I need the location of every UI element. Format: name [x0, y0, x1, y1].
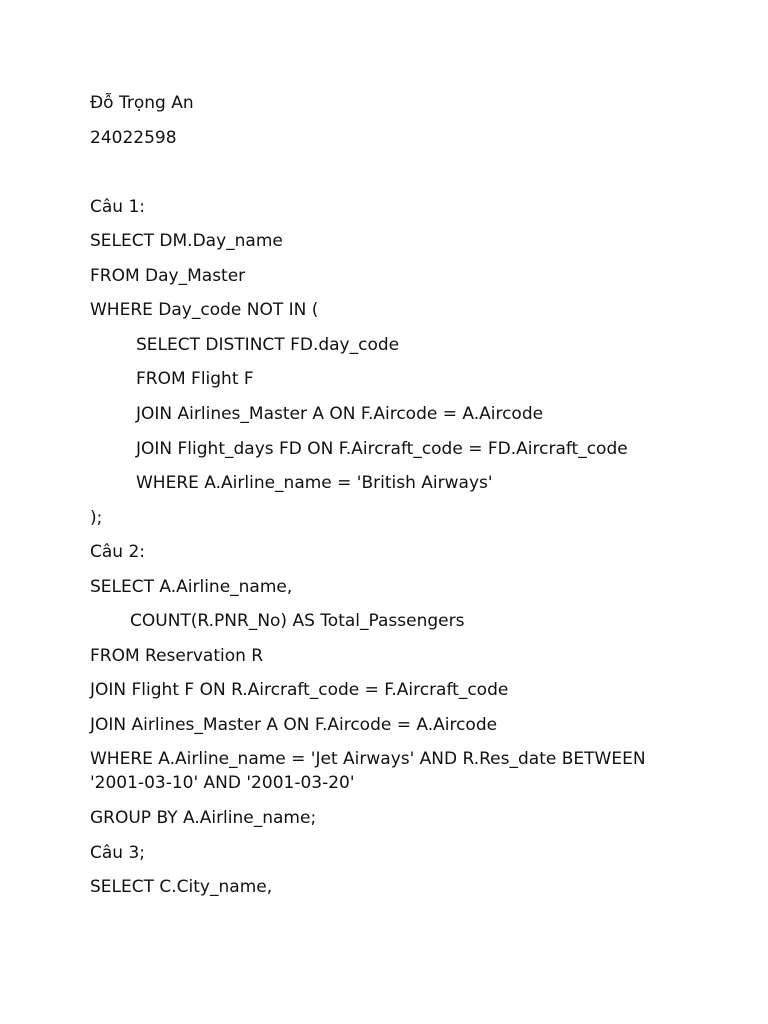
question-2-heading: Câu 2: — [90, 542, 146, 562]
q2-code-line: JOIN Airlines_Master A ON F.Aircode = A.Aircode — [90, 715, 498, 735]
q2-code-line: JOIN Flight F ON R.Aircraft_code = F.Aircraft_code — [90, 680, 509, 700]
student-id: 24022598 — [90, 128, 177, 148]
q1-code-line: FROM Flight F — [136, 369, 254, 389]
q2-code-line: WHERE A.Airline_name = 'Jet Airways' AND R.Res_date BETWEEN '2001-03-10' AND '2001-03-20' — [90, 749, 646, 793]
q1-code-line: SELECT DM.Day_name — [90, 231, 283, 251]
q1-code-line: FROM Day_Master — [90, 266, 246, 286]
question-3-heading: Câu 3; — [90, 843, 146, 863]
q1-code-line: WHERE A.Airline_name = 'British Airways' — [136, 473, 493, 493]
author-name: Đỗ Trọng An — [90, 93, 194, 113]
q1-code-line: ); — [90, 508, 103, 528]
q1-code-line: JOIN Flight_days FD ON F.Aircraft_code = FD.Aircraft_code — [136, 439, 628, 459]
q3-code-line: SELECT C.City_name, — [90, 877, 273, 897]
q1-code-line: SELECT DISTINCT FD.day_code — [136, 335, 400, 355]
q1-code-line: WHERE Day_code NOT IN ( — [90, 300, 319, 320]
q2-code-line: COUNT(R.PNR_No) AS Total_Passengers — [130, 611, 465, 631]
q2-code-line: GROUP BY A.Airline_name; — [90, 808, 317, 828]
q2-code-line: SELECT A.Airline_name, — [90, 577, 293, 597]
q2-code-line: FROM Reservation R — [90, 646, 264, 666]
question-1-heading: Câu 1: — [90, 197, 146, 217]
q1-code-line: JOIN Airlines_Master A ON F.Aircode = A.Aircode — [136, 404, 544, 424]
